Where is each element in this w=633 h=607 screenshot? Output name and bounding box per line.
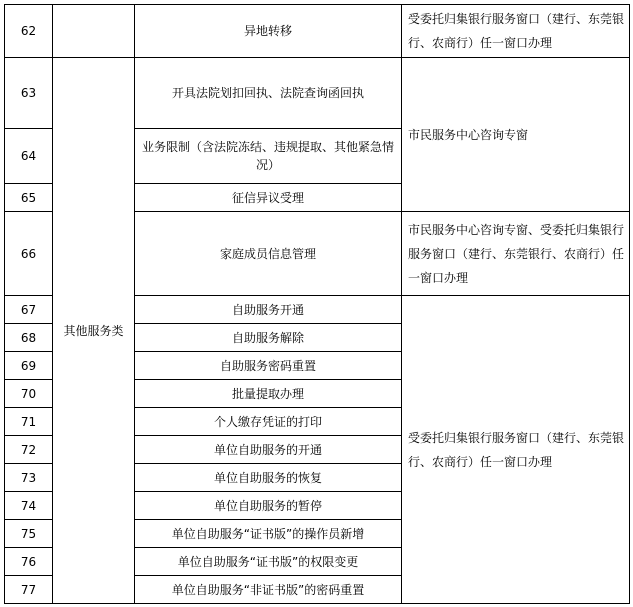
row-number: 63 [5, 58, 53, 129]
location-cell: 市民服务中心咨询专窗 [402, 58, 630, 212]
row-number: 66 [5, 212, 53, 296]
service-item: 异地转移 [135, 5, 402, 58]
row-number: 69 [5, 352, 53, 380]
service-item: 单位自助服务的暂停 [135, 492, 402, 520]
service-item: 批量提取办理 [135, 380, 402, 408]
category-cell: 其他服务类 [53, 58, 135, 604]
row-number: 74 [5, 492, 53, 520]
row-number: 72 [5, 436, 53, 464]
service-item: 单位自助服务的开通 [135, 436, 402, 464]
service-table [4, 4, 630, 604]
service-item: 业务限制（含法院冻结、违规提取、其他紧急情况） [135, 129, 402, 184]
category-empty-cell [53, 5, 135, 58]
location-cell: 市民服务中心咨询专窗、受委托归集银行服务窗口（建行、东莞银行、农商行）任一窗口办理 [402, 212, 630, 296]
row-number: 67 [5, 296, 53, 324]
location-cell: 受委托归集银行服务窗口（建行、东莞银行、农商行）任一窗口办理 [402, 296, 630, 604]
service-item: 单位自助服务“非证书版”的密码重置 [135, 576, 402, 604]
row-number: 64 [5, 129, 53, 184]
service-item: 单位自助服务的恢复 [135, 464, 402, 492]
service-item: 个人缴存凭证的打印 [135, 408, 402, 436]
row-number: 71 [5, 408, 53, 436]
row-number: 62 [5, 5, 53, 58]
service-item: 开具法院划扣回执、法院查询函回执 [135, 58, 402, 129]
row-number: 70 [5, 380, 53, 408]
location-cell: 受委托归集银行服务窗口（建行、东莞银行、农商行）任一窗口办理 [402, 5, 630, 58]
service-item: 家庭成员信息管理 [135, 212, 402, 296]
service-item: 自助服务解除 [135, 324, 402, 352]
row-number: 73 [5, 464, 53, 492]
service-item: 自助服务开通 [135, 296, 402, 324]
service-item: 单位自助服务“证书版”的权限变更 [135, 548, 402, 576]
service-item: 征信异议受理 [135, 184, 402, 212]
table-row [5, 58, 630, 129]
service-item: 自助服务密码重置 [135, 352, 402, 380]
row-number: 77 [5, 576, 53, 604]
row-number: 75 [5, 520, 53, 548]
table-row [5, 5, 630, 58]
row-number: 76 [5, 548, 53, 576]
service-item: 单位自助服务“证书版”的操作员新增 [135, 520, 402, 548]
row-number: 65 [5, 184, 53, 212]
row-number: 68 [5, 324, 53, 352]
